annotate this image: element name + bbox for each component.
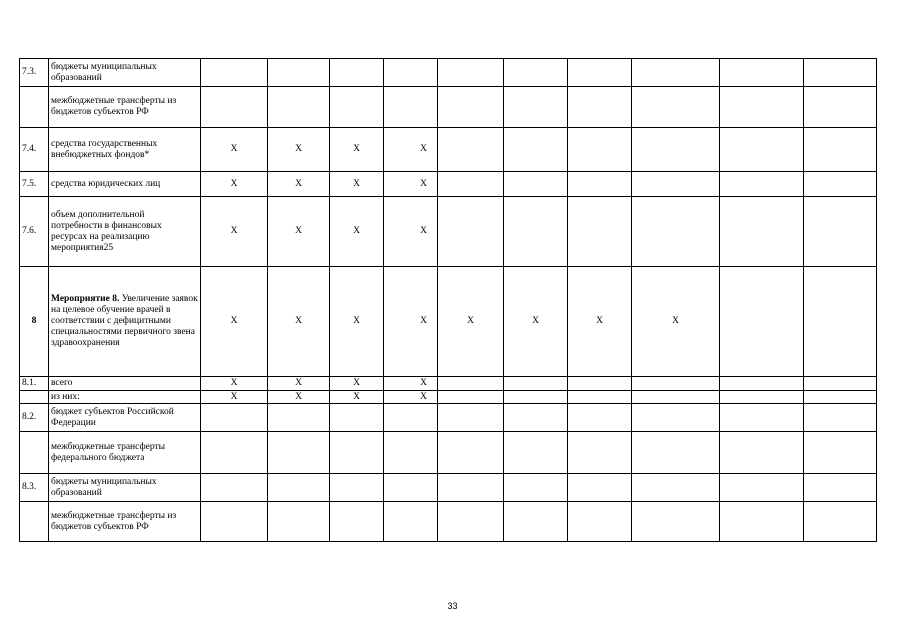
empty-cell [804,377,877,391]
empty-cell [804,267,877,377]
value-cell [201,432,268,474]
value-cell [504,391,568,404]
empty-cell [720,432,804,474]
row-description: из них: [49,391,201,404]
value-cell [438,474,504,502]
empty-cell [720,502,804,542]
empty-cell [720,87,804,128]
empty-cell [720,404,804,432]
value-cell: X [632,267,720,377]
table-row [20,87,877,128]
row-number [20,391,49,404]
value-cell: X [384,172,438,197]
budget-table [19,58,877,542]
row-number: 7.5. [20,172,49,197]
value-cell [268,474,330,502]
empty-cell [720,172,804,197]
measure-text: Увеличение заявок на целевое обучение врачей в соответствии с дефицитными специальностями первичного звена здравоохранения [51,294,198,348]
empty-cell [720,59,804,87]
empty-cell [804,197,877,267]
empty-cell [804,404,877,432]
value-cell: X [330,391,384,404]
value-cell: X [384,128,438,172]
value-cell [504,377,568,391]
table-row [20,404,877,432]
value-cell: X [330,267,384,377]
row-number [20,432,49,474]
value-cell [504,128,568,172]
value-cell [438,197,504,267]
value-cell [201,474,268,502]
value-cell [268,87,330,128]
page-number: 33 [447,601,458,611]
empty-cell [804,87,877,128]
value-cell [504,87,568,128]
row-description: всего [49,377,201,391]
value-cell [201,87,268,128]
value-cell: X [330,172,384,197]
value-cell [632,197,720,267]
value-cell [504,404,568,432]
table-row [20,432,877,474]
value-cell [568,172,632,197]
value-cell [268,502,330,542]
value-cell [632,87,720,128]
row-description: межбюджетные трансферты федерального бюджета [49,432,201,474]
value-cell [201,59,268,87]
value-cell: X [201,267,268,377]
value-cell [568,404,632,432]
row-description: бюджеты муниципальных образований [49,474,201,502]
value-cell [201,404,268,432]
row-description: средства государственных внебюджетных фондов* [49,128,201,172]
value-cell: X [201,377,268,391]
value-cell [438,391,504,404]
value-cell [438,128,504,172]
empty-cell [804,59,877,87]
value-cell [438,432,504,474]
value-cell [568,502,632,542]
empty-cell [804,128,877,172]
row-description: межбюджетные трансферты из бюджетов субъектов РФ [49,87,201,128]
value-cell [268,432,330,474]
value-cell [568,391,632,404]
row-number [20,502,49,542]
table-row [20,391,877,404]
value-cell: X [201,172,268,197]
value-cell: X [384,197,438,267]
value-cell [632,59,720,87]
value-cell [504,432,568,474]
value-cell [504,59,568,87]
empty-cell [720,377,804,391]
value-cell [504,474,568,502]
value-cell [438,377,504,391]
table-row [20,59,877,87]
value-cell: X [504,267,568,377]
value-cell [438,404,504,432]
value-cell: X [268,172,330,197]
value-cell [632,128,720,172]
row-description: бюджеты муниципальных образований [49,59,201,87]
value-cell [632,172,720,197]
value-cell [330,87,384,128]
value-cell [438,502,504,542]
row-number [20,87,49,128]
row-number: 7.3. [20,59,49,87]
value-cell [568,474,632,502]
value-cell [330,404,384,432]
empty-cell [720,267,804,377]
table-row [20,267,877,377]
value-cell [632,474,720,502]
value-cell [384,87,438,128]
value-cell: X [268,128,330,172]
value-cell [568,377,632,391]
value-cell: X [201,391,268,404]
value-cell [632,377,720,391]
value-cell: X [384,391,438,404]
row-number: 8.2. [20,404,49,432]
value-cell [330,59,384,87]
table-row [20,502,877,542]
value-cell: X [330,377,384,391]
value-cell [504,502,568,542]
value-cell [438,59,504,87]
value-cell [568,87,632,128]
value-cell: X [268,377,330,391]
value-cell [201,502,268,542]
value-cell [632,432,720,474]
value-cell: X [201,128,268,172]
value-cell: X [438,267,504,377]
value-cell: X [201,197,268,267]
row-description: межбюджетные трансферты из бюджетов субъектов РФ [49,502,201,542]
value-cell [384,59,438,87]
value-cell [632,502,720,542]
table-row [20,377,877,391]
row-number: 7.4. [20,128,49,172]
value-cell: X [268,267,330,377]
value-cell [268,404,330,432]
row-description: объем дополнительной потребности в финансовых ресурсах на реализацию мероприятия25 [49,197,201,267]
value-cell: X [330,128,384,172]
empty-cell [720,391,804,404]
empty-cell [804,432,877,474]
value-cell: X [384,267,438,377]
value-cell [504,197,568,267]
row-description [49,267,201,377]
value-cell [632,404,720,432]
value-cell [438,172,504,197]
row-number: 7.6. [20,197,49,267]
value-cell: X [384,377,438,391]
value-cell: X [268,391,330,404]
value-cell [330,432,384,474]
table-row [20,172,877,197]
value-cell [384,404,438,432]
value-cell [384,502,438,542]
value-cell [632,391,720,404]
value-cell [568,197,632,267]
empty-cell [804,391,877,404]
value-cell [384,474,438,502]
value-cell [504,172,568,197]
empty-cell [804,172,877,197]
table-row [20,197,877,267]
measure-title: Мероприятие 8. [51,294,120,304]
value-cell: X [568,267,632,377]
empty-cell [720,128,804,172]
value-cell [268,59,330,87]
empty-cell [720,474,804,502]
value-cell [568,128,632,172]
empty-cell [804,502,877,542]
empty-cell [804,474,877,502]
row-description: бюджет субъектов Российской Федерации [49,404,201,432]
value-cell [330,502,384,542]
value-cell [330,474,384,502]
empty-cell [720,197,804,267]
row-number: 8.3. [20,474,49,502]
value-cell [384,432,438,474]
table-row [20,128,877,172]
value-cell [568,432,632,474]
value-cell: X [268,197,330,267]
value-cell [568,59,632,87]
value-cell [438,87,504,128]
row-description: средства юридических лиц [49,172,201,197]
row-number: 8 [20,267,49,377]
table-row [20,474,877,502]
row-number: 8.1. [20,377,49,391]
value-cell: X [330,197,384,267]
